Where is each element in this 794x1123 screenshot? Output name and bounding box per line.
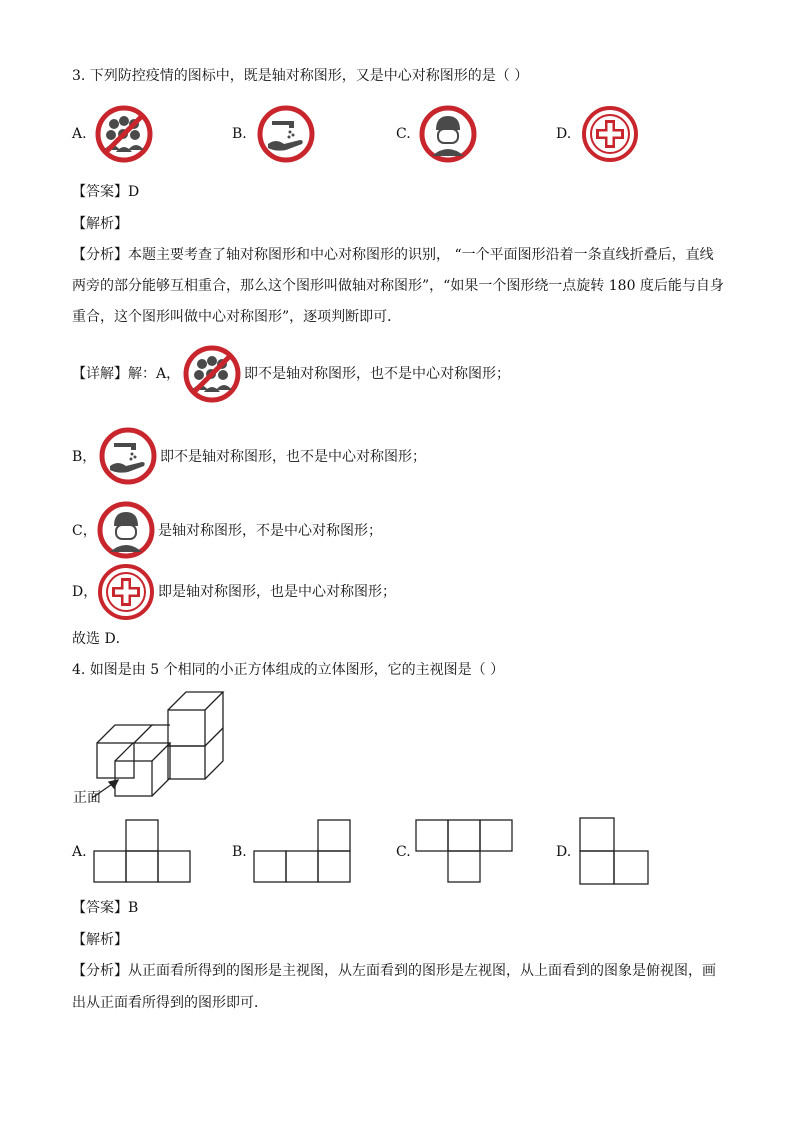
detail-a-text: 即不是轴对称图形，也不是中心对称图形； [244, 366, 510, 382]
no-gathering-icon [94, 104, 154, 164]
detail-b-text: 即不是轴对称图形，也不是中心对称图形； [160, 449, 426, 465]
front-label: 正面 [73, 790, 101, 806]
q3-analysis-line-1: 【分析】本题主要考查了轴对称图形和中心对称图形的识别， “一个平面图形沿着一条直线折叠后，直线 [72, 247, 714, 263]
cube-stack-figure [90, 688, 230, 808]
hand-wash-icon [256, 104, 316, 164]
q3-option-d-label: D. [556, 126, 572, 142]
red-cross-icon [96, 562, 156, 622]
q4-option-a-label: A. [72, 844, 87, 860]
q3-analysis-line-3: 重合，这个图形叫做中心对称图形”，逐项判断即可． [72, 309, 402, 325]
q4-answer [72, 898, 138, 918]
no-gathering-icon [182, 344, 242, 404]
view-d-figure [578, 816, 650, 886]
mask-icon [96, 500, 156, 560]
red-cross-icon [580, 104, 640, 164]
answer-tag: 【答案】 [72, 900, 128, 916]
q3-analysis-tag: 【解析】 [72, 216, 128, 232]
view-a-figure [92, 818, 192, 884]
q4-analysis-line-1: 【分析】从正面看所得到的图形是主视图，从左面看到的图形是左视图，从上面看到的图象是俯视图，画 [72, 963, 716, 979]
mask-icon [418, 104, 478, 164]
q3-option-a-label: A. [72, 126, 87, 142]
detail-c-prefix: C， [72, 523, 97, 539]
view-c-figure [414, 818, 514, 884]
q4-option-c-label: C. [396, 844, 411, 860]
q4-option-d-label: D. [556, 844, 572, 860]
detail-a-prefix: 【详解】解：A， [72, 366, 181, 382]
answer-value: D [128, 184, 140, 200]
q3-option-c-label: C. [396, 126, 411, 142]
detail-d-text: 即是轴对称图形，也是中心对称图形； [158, 584, 396, 600]
hand-wash-icon [98, 426, 158, 486]
q3-answer [72, 182, 139, 202]
q4-option-b-label: B. [232, 844, 247, 860]
detail-d-prefix: D， [72, 584, 98, 600]
answer-value: B [128, 900, 139, 916]
q3-conclusion: 故选 D． [72, 631, 130, 647]
detail-c-text: 是轴对称图形，不是中心对称图形； [158, 523, 382, 539]
q4-analysis-tag: 【解析】 [72, 932, 128, 948]
q4-stem: 4. 如图是由 5 个相同的小正方体组成的立体图形，它的主视图是（ ） [72, 662, 505, 678]
view-b-figure [252, 818, 352, 884]
detail-b-prefix: B， [72, 449, 97, 465]
q3-stem: 3. 下列防控疫情的图标中，既是轴对称图形，又是中心对称图形的是（ ） [72, 68, 529, 84]
answer-tag: 【答案】 [72, 184, 128, 200]
q3-option-b-label: B. [232, 126, 247, 142]
q4-analysis-line-2: 出从正面看所得到的图形即可． [72, 995, 268, 1011]
q3-analysis-line-2: 两旁的部分能够互相重合，那么这个图形叫做轴对称图形”，“如果一个图形绕一点旋转 180 度后能与自身 [72, 278, 724, 294]
